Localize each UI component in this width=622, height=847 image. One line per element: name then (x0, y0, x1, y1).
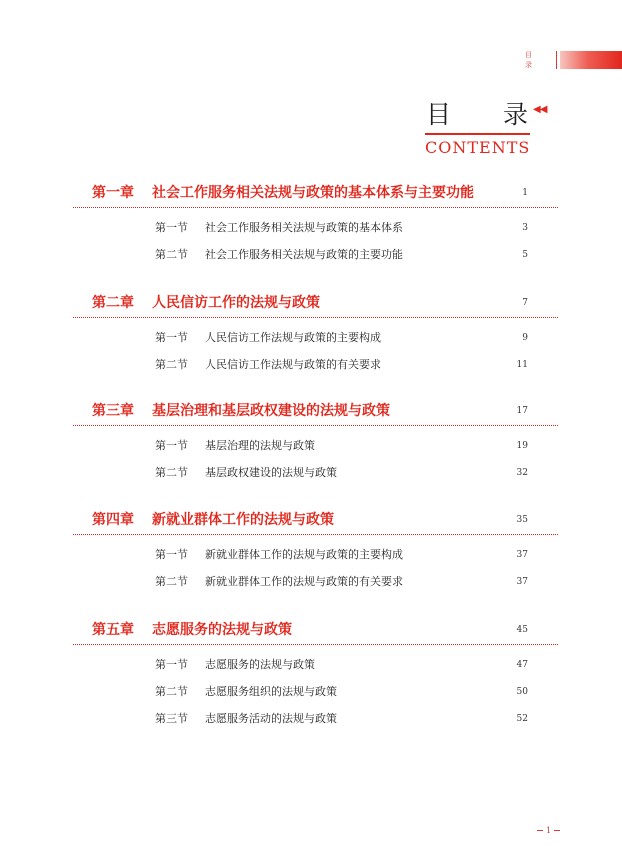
section-title: 新就业群体工作的法规与政策的有关要求 (205, 575, 403, 588)
toc-title (425, 98, 530, 132)
chapter-title: 基层治理和基层政权建设的法规与政策 (152, 403, 390, 419)
chapter-page-number: 1 (522, 188, 528, 198)
running-header-label: 目 录 (525, 51, 536, 69)
chapter-title: 社会工作服务相关法规与政策的基本体系与主要功能 (152, 185, 474, 201)
section-row[interactable] (155, 573, 528, 591)
header-divider (556, 51, 557, 69)
chapter-row[interactable] (92, 619, 528, 641)
section-title: 人民信访工作法规与政策的有关要求 (205, 358, 381, 371)
running-header (525, 51, 622, 69)
title-char-1: 目 (426, 100, 452, 129)
section-title: 社会工作服务相关法规与政策的基本体系 (205, 221, 403, 234)
section-number: 第一节 (155, 658, 188, 671)
chapter-number: 第一章 (92, 185, 134, 201)
chapter-row[interactable] (92, 292, 528, 314)
section-number: 第二节 (155, 685, 188, 698)
section-row[interactable] (155, 683, 528, 701)
section-number: 第一节 (155, 331, 188, 344)
section-row[interactable] (155, 710, 528, 728)
section-number: 第一节 (155, 548, 188, 561)
chapter-number: 第五章 (92, 622, 134, 638)
chapter-dotted-divider (73, 425, 558, 426)
chapter-number: 第四章 (92, 512, 134, 528)
section-title: 社会工作服务相关法规与政策的主要功能 (205, 248, 403, 261)
section-number: 第三节 (155, 712, 188, 725)
section-number: 第二节 (155, 248, 188, 261)
section-title: 志愿服务的法规与政策 (205, 658, 315, 671)
header-gradient-bar (560, 51, 622, 69)
section-title: 志愿服务活动的法规与政策 (205, 712, 337, 725)
chapter-page-number: 35 (516, 515, 528, 525)
title-arrows-icon: ◀◀ (533, 104, 547, 115)
section-page-number: 9 (522, 333, 528, 343)
title-english: CONTENTS (425, 138, 531, 157)
section-number: 第二节 (155, 358, 188, 371)
section-title: 志愿服务组织的法规与政策 (205, 685, 337, 698)
chapter-dotted-divider (73, 207, 558, 208)
title-underline (425, 133, 530, 135)
section-page-number: 19 (516, 441, 528, 451)
page-number: 1 (546, 826, 552, 835)
chapter-page-number: 45 (516, 625, 528, 635)
page-footer (534, 826, 563, 835)
section-row[interactable] (155, 246, 528, 264)
chapter-row[interactable] (92, 509, 528, 531)
section-page-number: 5 (522, 250, 528, 260)
section-page-number: 37 (516, 577, 528, 587)
section-row[interactable] (155, 329, 528, 347)
section-row[interactable] (155, 356, 528, 374)
section-page-number: 11 (516, 360, 528, 370)
section-page-number: 52 (516, 714, 528, 724)
chapter-page-number: 17 (516, 406, 528, 416)
chapter-row[interactable] (92, 182, 528, 204)
section-page-number: 32 (516, 468, 528, 478)
chapter-dotted-divider (73, 317, 558, 318)
section-number: 第一节 (155, 439, 188, 452)
section-row[interactable] (155, 437, 528, 455)
title-char-2: 录 (502, 100, 528, 129)
chapter-title: 志愿服务的法规与政策 (152, 622, 292, 638)
chapter-dotted-divider (73, 644, 558, 645)
chapter-number: 第二章 (92, 295, 134, 311)
chapter-row[interactable] (92, 400, 528, 422)
section-title: 人民信访工作法规与政策的主要构成 (205, 331, 381, 344)
section-page-number: 3 (522, 223, 528, 233)
section-row[interactable] (155, 546, 528, 564)
section-title: 基层治理的法规与政策 (205, 439, 315, 452)
chapter-page-number: 7 (522, 298, 528, 308)
section-title: 新就业群体工作的法规与政策的主要构成 (205, 548, 403, 561)
section-row[interactable] (155, 656, 528, 674)
chapter-dotted-divider (73, 534, 558, 535)
footer-dash-left (537, 830, 543, 831)
section-page-number: 37 (516, 550, 528, 560)
section-row[interactable] (155, 464, 528, 482)
section-page-number: 47 (516, 660, 528, 670)
chapter-title: 人民信访工作的法规与政策 (152, 295, 320, 311)
section-number: 第二节 (155, 466, 188, 479)
section-number: 第二节 (155, 575, 188, 588)
section-page-number: 50 (516, 687, 528, 697)
chapter-number: 第三章 (92, 403, 134, 419)
footer-dash-right (554, 830, 560, 831)
section-number: 第一节 (155, 221, 188, 234)
section-row[interactable] (155, 219, 528, 237)
chapter-title: 新就业群体工作的法规与政策 (152, 512, 334, 528)
section-title: 基层政权建设的法规与政策 (205, 466, 337, 479)
